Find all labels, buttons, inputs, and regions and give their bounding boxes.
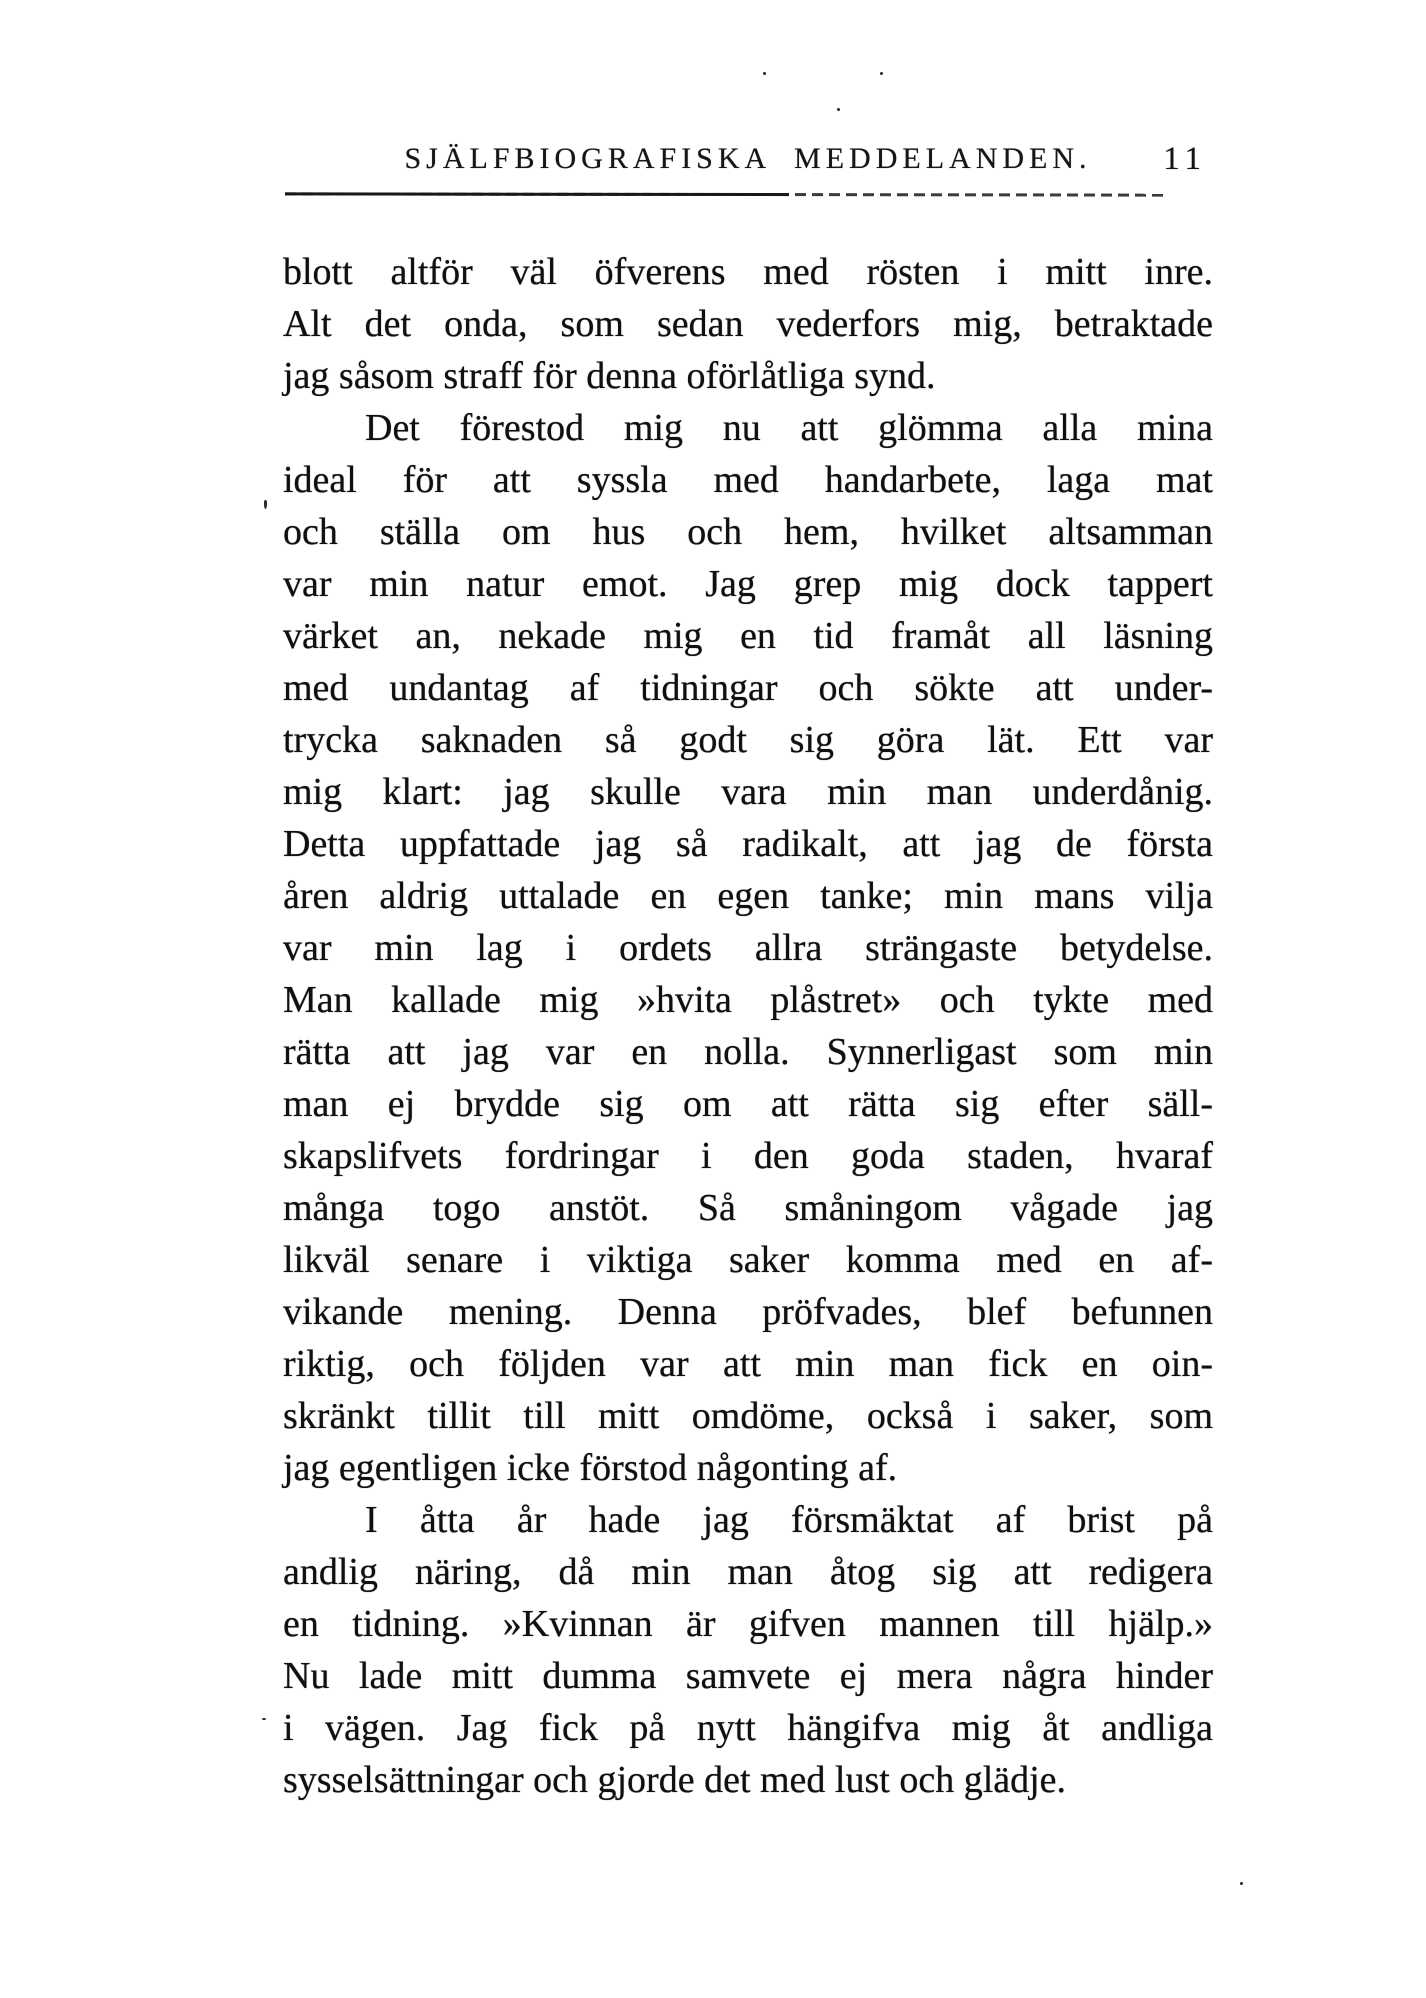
text-line: Det förestod mig nu att glömma alla mina bbox=[365, 407, 1213, 449]
text-line: mig klart: jag skulle vara min man underdånig. bbox=[283, 771, 1213, 813]
text-line: rätta att jag var en nolla. Synnerligast som min bbox=[283, 1031, 1213, 1073]
text-line: värket an, nekade mig en tid framåt all läsning bbox=[283, 615, 1213, 657]
text-line: jag egentligen icke förstod någonting af. bbox=[283, 1447, 898, 1489]
text-line: likväl senare i viktiga saker komma med en af- bbox=[283, 1239, 1213, 1281]
scan-speck bbox=[763, 72, 766, 75]
page-header bbox=[283, 136, 1213, 182]
text-line: jag såsom straff för denna oförlåtliga synd. bbox=[283, 355, 936, 397]
text-line: Nu lade mitt dumma samvete ej mera några hinder bbox=[283, 1655, 1213, 1697]
text-line: var min natur emot. Jag grep mig dock tappert bbox=[283, 563, 1213, 605]
text-line: andlig näring, då min man åtog sig att redigera bbox=[283, 1551, 1213, 1593]
text-line: åren aldrig uttalade en egen tanke; min mans vilja bbox=[283, 875, 1213, 917]
text-line: och ställa om hus och hem, hvilket altsamman bbox=[283, 511, 1213, 553]
text-line: skränkt tillit till mitt omdöme, också i saker, som bbox=[283, 1395, 1213, 1437]
text-line: vikande mening. Denna pröfvades, blef befunnen bbox=[283, 1291, 1213, 1333]
text-line: Alt det onda, som sedan vederfors mig, betraktade bbox=[283, 303, 1213, 345]
text-line: trycka saknaden så godt sig göra lät. Ett var bbox=[283, 719, 1213, 761]
scan-speck bbox=[880, 72, 883, 75]
scan-speck bbox=[264, 500, 267, 509]
text-line: många togo anstöt. Så småningom vågade jag bbox=[283, 1187, 1213, 1229]
text-line: riktig, och följden var att min man fick en oin- bbox=[283, 1343, 1213, 1385]
text-line: med undantag af tidningar och sökte att under- bbox=[283, 667, 1213, 709]
text-line: I åtta år hade jag försmäktat af brist på bbox=[365, 1499, 1213, 1541]
text-line: Man kallade mig »hvita plåstret» och tykte med bbox=[283, 979, 1213, 1021]
text-line: blott altför väl öfverens med rösten i mitt inre. bbox=[283, 251, 1213, 293]
text-line: Detta uppfattade jag så radikalt, att jag de första bbox=[283, 823, 1213, 865]
scan-speck bbox=[837, 108, 840, 111]
text-line: i vägen. Jag fick på nytt hängifva mig åt andliga bbox=[283, 1707, 1213, 1749]
running-title: SJÄLFBIOGRAFISKA MEDDELANDEN. bbox=[404, 142, 1092, 175]
body-text bbox=[283, 246, 1213, 1806]
scan-speck bbox=[1240, 1882, 1243, 1885]
scan-speck bbox=[262, 1718, 266, 1720]
header-rule bbox=[285, 192, 1169, 196]
text-line: sysselsättningar och gjorde det med lust och glädje. bbox=[283, 1759, 1067, 1801]
page-number: 11 bbox=[1163, 141, 1207, 177]
text-line: var min lag i ordets allra strängaste betydelse. bbox=[283, 927, 1213, 969]
text-line: ideal för att syssla med handarbete, laga mat bbox=[283, 459, 1213, 501]
text-line: en tidning. »Kvinnan är gifven mannen till hjälp.» bbox=[283, 1603, 1213, 1645]
text-line: man ej brydde sig om att rätta sig efter säll- bbox=[283, 1083, 1213, 1125]
text-line: skapslifvets fordringar i den goda staden, hvaraf bbox=[283, 1135, 1213, 1177]
